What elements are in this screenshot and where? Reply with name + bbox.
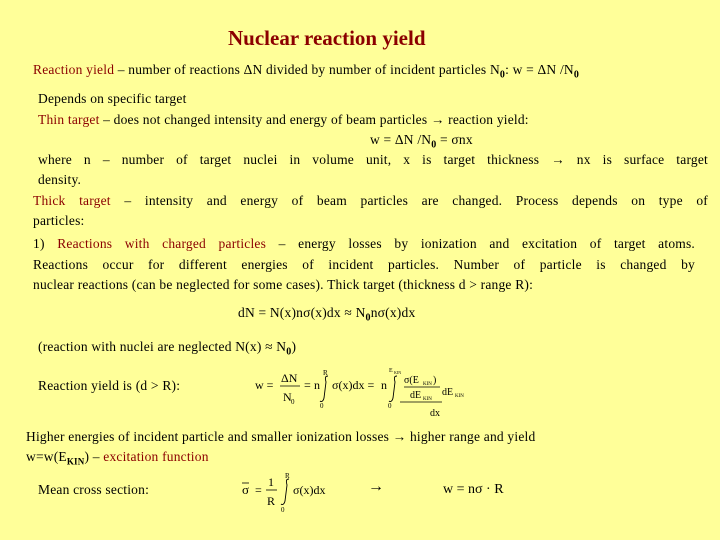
- eq-num-sub: KIN: [423, 382, 432, 387]
- neglect-sub: 0: [286, 346, 292, 358]
- higher-line-2: [26, 449, 209, 467]
- mean-equation: [238, 466, 348, 516]
- eq-N0: N: [283, 390, 292, 404]
- charged-line-2: Reactions occur for different energies of incident particles. Number of particle is changed by: [33, 257, 695, 272]
- eq-int1-upper: R: [323, 369, 328, 377]
- excitation-function-term: excitation function: [103, 449, 209, 464]
- higher-line-1: Higher energies of incident particle and smaller ionization losses → higher range and yield: [26, 429, 536, 444]
- charged-text: – energy losses by ionization and excitation of target atoms.: [266, 236, 696, 251]
- charged-line-1: [33, 236, 695, 252]
- eq-int2-upper: E: [389, 368, 393, 374]
- eq-num: σ(E: [404, 375, 419, 386]
- integral-icon-2: [389, 376, 397, 402]
- definition-line: [33, 62, 579, 81]
- thin-formula: [370, 132, 473, 151]
- mean-eq: =: [255, 483, 262, 497]
- eq-n-1: n: [314, 378, 320, 392]
- eq-num-end: ): [433, 375, 437, 386]
- thick-target-text: – intensity and energy of beam particles are changed. Process depends on type of: [110, 193, 708, 208]
- eq-w: w =: [255, 378, 274, 392]
- thin-target-term: Thin target: [38, 112, 100, 127]
- neglect-a: (reaction with nuclei are neglected N(x) ≈ N: [38, 339, 287, 354]
- yield-label: Reaction yield is (d > R):: [38, 378, 181, 393]
- dN-formula: [238, 305, 415, 324]
- mean-sigma: σ: [242, 482, 250, 497]
- charged-num: 1): [33, 236, 58, 251]
- dN-formula-a: dN = N(x)nσ(x)dx ≈ N: [238, 305, 366, 320]
- dN-formula-b: nσ(x)dx: [370, 305, 416, 320]
- thin-target-line: [38, 112, 529, 128]
- mean-R: R: [267, 494, 276, 508]
- eq-dN: ΔN: [281, 371, 298, 385]
- neglect-line: [38, 339, 296, 358]
- mean-arrow: →: [368, 478, 384, 495]
- page-title: Nuclear reaction yield: [228, 26, 426, 50]
- eq-dE-right: dE: [442, 387, 454, 398]
- eq-n-2: n: [381, 378, 387, 392]
- higher-b: ) –: [84, 449, 104, 464]
- thick-target-line: [33, 193, 708, 209]
- higher-a: w=w(E: [26, 449, 67, 464]
- eq-equals: =: [304, 378, 311, 392]
- mean-int-upper: R: [285, 472, 290, 480]
- eq-int1-lower: 0: [320, 402, 324, 410]
- dN-formula-sub: 0: [365, 312, 371, 324]
- thick-target-term: Thick target: [33, 193, 111, 208]
- definition-tail: : w = ΔN /N: [505, 62, 574, 77]
- thin-target-text: – does not changed intensity and energy of beam particles → reaction yield:: [99, 112, 529, 127]
- depends-line: Depends on specific target: [38, 91, 187, 106]
- eq-N0-sub: 0: [291, 398, 295, 406]
- thin-formula-sub: 0: [431, 139, 437, 151]
- mean-label: Mean cross section:: [38, 482, 150, 497]
- charged-term: Reactions with charged particles: [57, 236, 267, 251]
- yield-equation: [250, 362, 465, 424]
- definition-sub-2: 0: [573, 69, 580, 81]
- eq-dx-den: dx: [430, 408, 440, 419]
- higher-sub: KIN: [66, 456, 85, 467]
- eq-int2-lower: 0: [388, 402, 392, 410]
- definition-text: – number of reactions ΔN divided by number of incident particles N: [114, 62, 500, 77]
- final-equation: w = nσ · R: [443, 482, 504, 497]
- eq-den-sub: KIN: [423, 397, 432, 402]
- where-line-2: density.: [38, 172, 82, 187]
- mean-int-lower: 0: [281, 506, 285, 514]
- thick-line-2: particles:: [33, 213, 85, 228]
- eq-den: dE: [410, 390, 422, 401]
- charged-line-3: nuclear reactions (can be neglected for some cases). Thick target (thickness d > range R):: [33, 277, 534, 292]
- eq-sigma-dx: σ(x)dx =: [332, 378, 375, 392]
- thin-formula-b: = σnx: [436, 132, 473, 147]
- definition-sub: 0: [499, 69, 506, 81]
- eq-dE-right-sub: KIN: [455, 394, 464, 399]
- neglect-b: ): [291, 339, 297, 354]
- where-line-1: where n – number of target nuclei in volume unit, x is target thickness → nx is surface target: [38, 152, 708, 167]
- integral-icon: [320, 376, 328, 402]
- eq-int2-upper-sub: KIN: [394, 370, 402, 375]
- thin-formula-a: w = ΔN /N: [370, 132, 432, 147]
- mean-body: σ(x)dx: [293, 483, 326, 497]
- integral-icon-3: [281, 479, 289, 505]
- definition-term: Reaction yield: [33, 62, 115, 77]
- mean-one: 1: [268, 475, 274, 489]
